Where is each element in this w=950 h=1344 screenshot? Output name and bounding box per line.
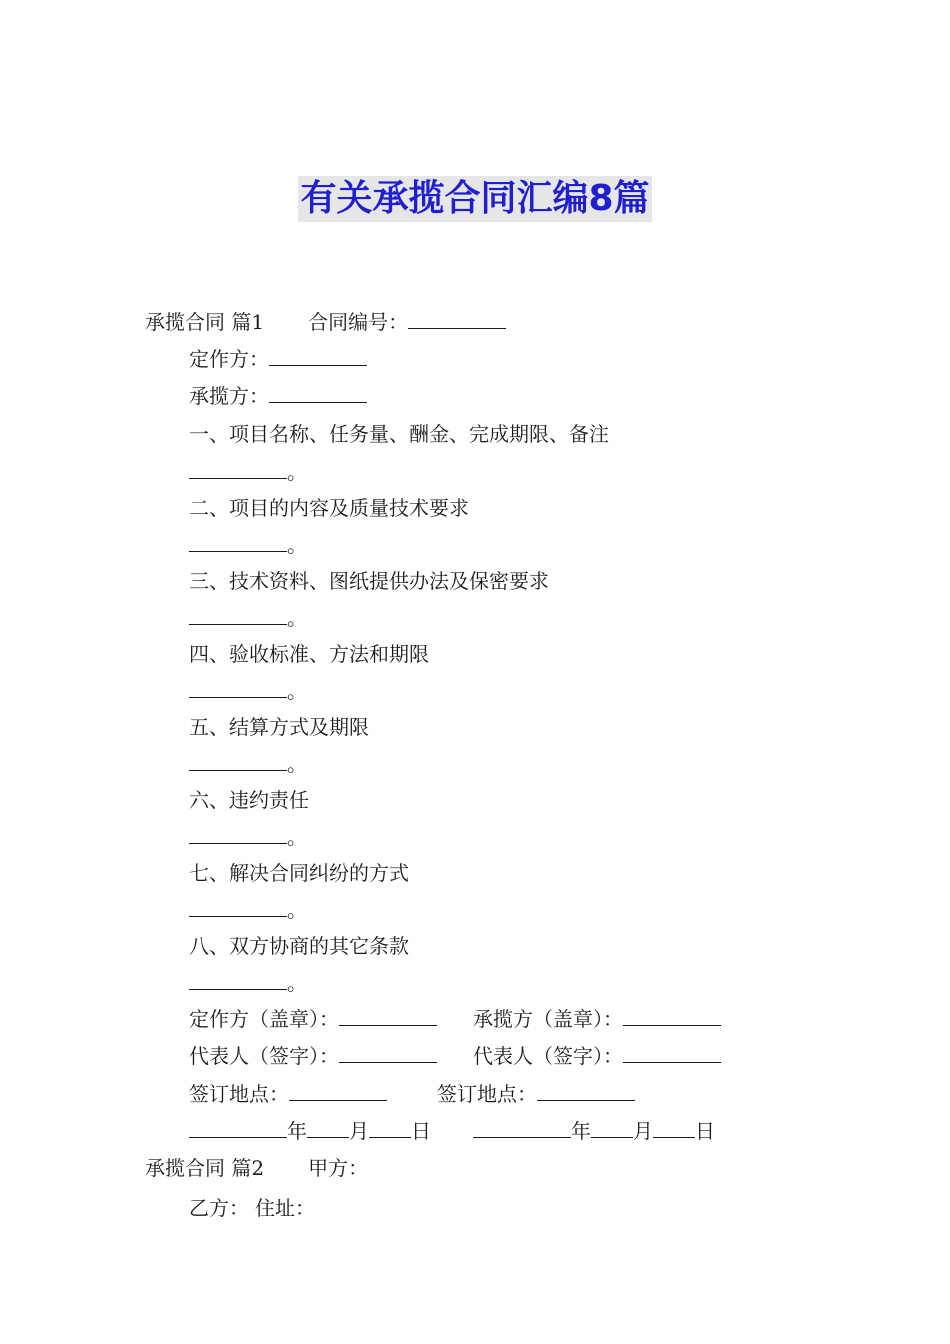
period: 。 — [287, 606, 307, 630]
seal-b-blank — [623, 1006, 721, 1026]
month-a-blank — [307, 1118, 349, 1138]
period: 。 — [287, 752, 307, 776]
seal-b-label: 承揽方（盖章）： — [473, 1007, 623, 1031]
day-a-blank — [369, 1118, 411, 1138]
day-label: 日 — [411, 1119, 431, 1143]
year-label: 年 — [287, 1119, 307, 1143]
rep-b-blank — [623, 1043, 721, 1063]
clause-3: 三、技术资料、图纸提供办法及保密要求 — [189, 569, 549, 593]
clause-6: 六、违约责任 — [189, 788, 309, 812]
place-b-blank — [537, 1081, 635, 1101]
day-label: 日 — [695, 1119, 715, 1143]
clause-7-answer — [189, 897, 307, 923]
answer-blank — [189, 897, 287, 917]
place-b-label: 签订地点： — [437, 1082, 537, 1106]
date-line — [189, 1118, 715, 1144]
party-b-line — [189, 383, 367, 409]
rep-a-blank — [339, 1043, 437, 1063]
year-label: 年 — [571, 1119, 591, 1143]
seal-a-blank — [339, 1006, 437, 1026]
answer-blank — [189, 605, 287, 625]
contract-number-blank — [408, 309, 506, 329]
answer-blank — [189, 459, 287, 479]
party-a-label: 定作方： — [189, 347, 269, 371]
document-title: 有关承揽合同汇编8篇 — [298, 176, 651, 222]
seal-a-label: 定作方（盖章）： — [189, 1007, 339, 1031]
contract1-heading: 承揽合同 篇1 — [145, 310, 265, 334]
contract-number-label: 合同编号： — [308, 310, 409, 334]
representative-line — [189, 1043, 721, 1069]
answer-blank — [189, 824, 287, 844]
month-b-blank — [591, 1118, 633, 1138]
year-a-blank — [189, 1118, 287, 1138]
period: 。 — [287, 971, 307, 995]
party-a-line — [189, 346, 367, 372]
place-line — [189, 1081, 635, 1107]
period: 。 — [287, 460, 307, 484]
year-b-blank — [473, 1118, 571, 1138]
party-b-blank — [269, 383, 367, 403]
day-b-blank — [653, 1118, 695, 1138]
place-a-label: 签订地点： — [189, 1082, 289, 1106]
period: 。 — [287, 898, 307, 922]
party-b-label: 承揽方： — [189, 384, 269, 408]
month-label: 月 — [633, 1119, 653, 1143]
title-wrap — [0, 176, 950, 222]
seal-line — [189, 1006, 721, 1032]
contract2-party-a-label: 甲方： — [308, 1156, 369, 1180]
clause-1-answer — [189, 459, 307, 485]
month-label: 月 — [349, 1119, 369, 1143]
answer-blank — [189, 751, 287, 771]
contract2-address-label: 住址： — [255, 1196, 315, 1220]
place-a-blank — [289, 1081, 387, 1101]
answer-blank — [189, 678, 287, 698]
answer-blank — [189, 970, 287, 990]
clause-1: 一、项目名称、任务量、酬金、完成期限、备注 — [189, 422, 609, 446]
contract2-party-b-label: 乙方： — [189, 1196, 249, 1220]
clause-5-answer — [189, 751, 307, 777]
period: 。 — [287, 679, 307, 703]
contract2-party-b-line — [189, 1195, 315, 1221]
period: 。 — [287, 825, 307, 849]
clause-8-answer — [189, 970, 307, 996]
period: 。 — [287, 533, 307, 557]
clause-3-answer — [189, 605, 307, 631]
rep-a-label: 代表人（签字）： — [189, 1044, 339, 1068]
rep-b-label: 代表人（签字）： — [473, 1044, 623, 1068]
contract2-header-line — [145, 1155, 368, 1181]
clause-8: 八、双方协商的其它条款 — [189, 934, 409, 958]
clause-4-answer — [189, 678, 307, 704]
answer-blank — [189, 532, 287, 552]
clause-2-answer — [189, 532, 307, 558]
contract2-heading: 承揽合同 篇2 — [145, 1156, 265, 1180]
clause-6-answer — [189, 824, 307, 850]
party-a-blank — [269, 346, 367, 366]
clause-4: 四、验收标准、方法和期限 — [189, 642, 429, 666]
clause-7: 七、解决合同纠纷的方式 — [189, 861, 409, 885]
clause-5: 五、结算方式及期限 — [189, 715, 369, 739]
contract1-header-line — [145, 309, 506, 335]
clause-2: 二、项目的内容及质量技术要求 — [189, 496, 469, 520]
